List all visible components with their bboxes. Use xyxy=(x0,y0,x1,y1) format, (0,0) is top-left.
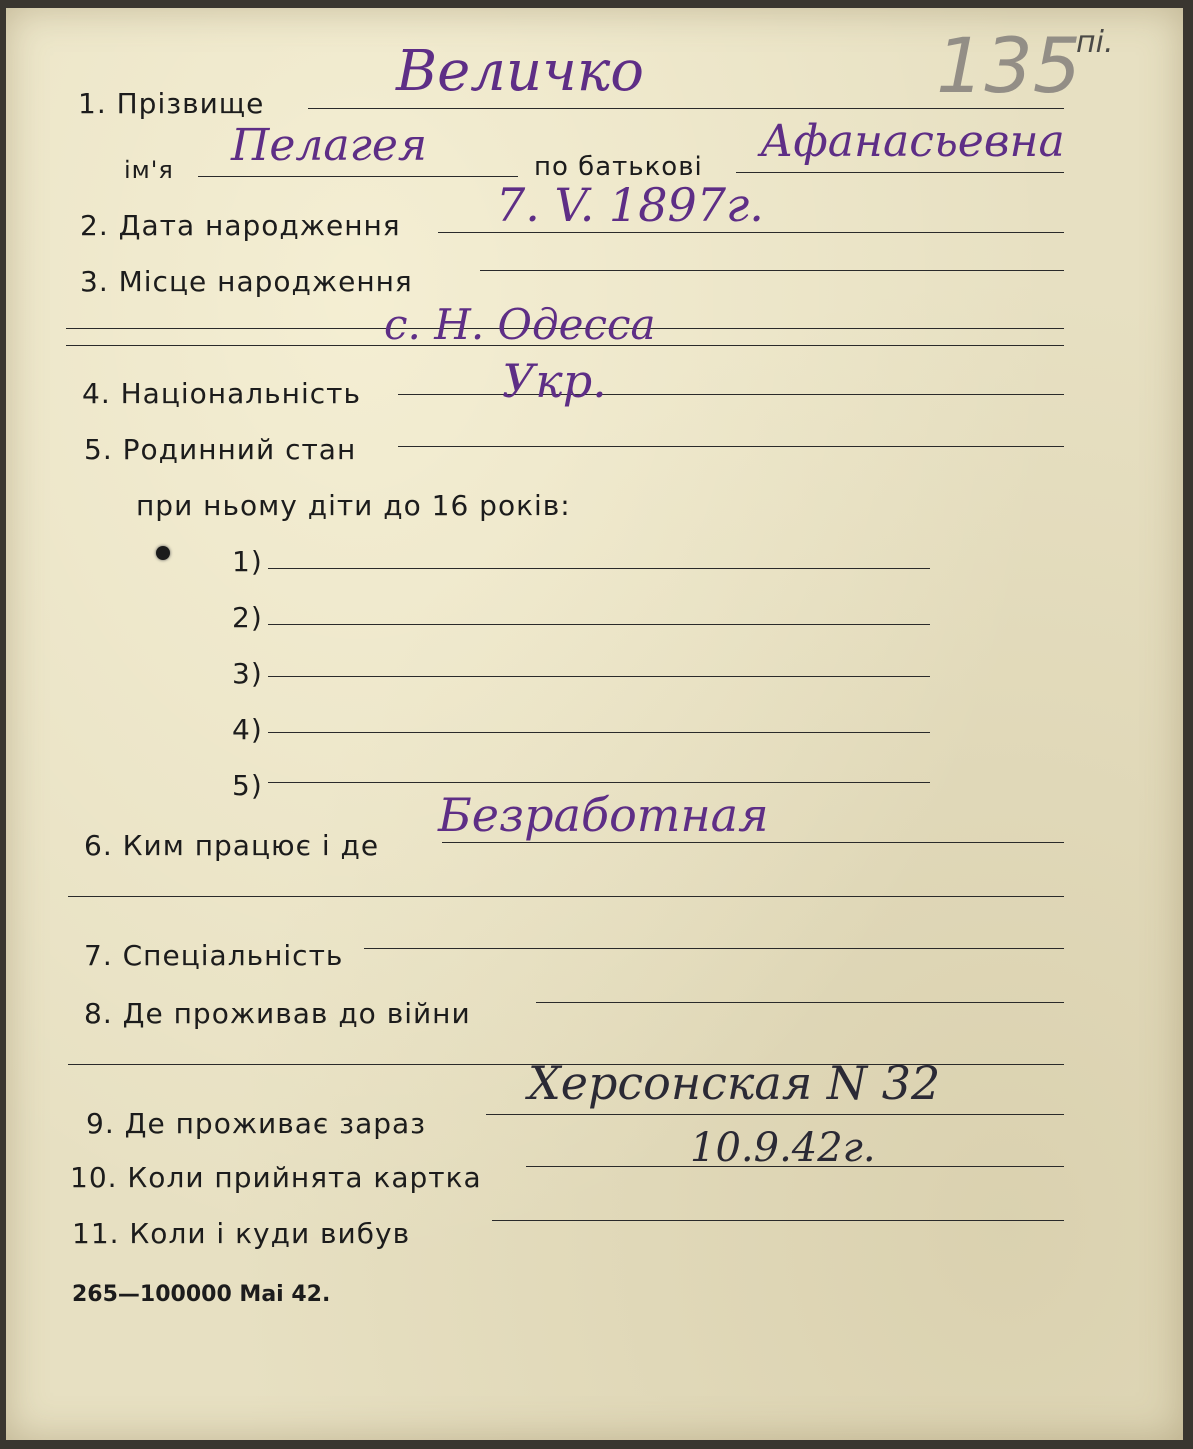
child-1-label: 1) xyxy=(232,545,263,578)
patronymic-value: Афанасьевна xyxy=(760,116,1065,167)
child-1-line xyxy=(268,568,930,569)
print-footer: 265—100000 Mai 42. xyxy=(72,1282,331,1307)
work-line-2 xyxy=(68,896,1064,897)
child-5-line xyxy=(268,782,930,783)
surname-line xyxy=(308,108,1064,109)
family-status-label: 5. Родинний стан xyxy=(84,433,357,466)
patronymic-label: по батькові xyxy=(534,152,703,182)
birth-place-label: 3. Місце народження xyxy=(80,265,413,298)
prewar-residence-label: 8. Де проживав до війни xyxy=(84,997,471,1030)
child-3-line xyxy=(268,676,930,677)
work-value: Безработная xyxy=(438,788,769,842)
child-4-label: 4) xyxy=(232,713,263,746)
work-label: 6. Ким працює і де xyxy=(84,829,380,862)
name-value: Пелагея xyxy=(231,120,428,171)
departure-line xyxy=(492,1220,1064,1221)
nationality-value: Укр. xyxy=(502,354,607,408)
work-line xyxy=(442,842,1064,843)
child-2-label: 2) xyxy=(232,601,263,634)
surname-value: Величко xyxy=(396,39,645,104)
child-2-line xyxy=(268,624,930,625)
departure-label: 11. Коли і куди вибув xyxy=(72,1217,411,1250)
punch-hole xyxy=(156,546,170,560)
card-accepted-value: 10.9.42г. xyxy=(690,1125,876,1171)
birth-date-label: 2. Дата народження xyxy=(80,209,401,242)
family-status-line xyxy=(398,446,1064,447)
child-3-label: 3) xyxy=(232,657,263,690)
name-label: ім'я xyxy=(124,156,174,184)
children-heading: при ньому діти до 16 років: xyxy=(136,489,571,522)
specialty-label: 7. Спеціальність xyxy=(84,939,344,972)
card-accepted-label: 10. Коли прийнята картка xyxy=(70,1161,482,1194)
card-number-suffix: пі. xyxy=(1076,25,1114,60)
current-residence-line xyxy=(486,1114,1064,1115)
birth-date-value: 7. V. 1897г. xyxy=(496,178,764,232)
nationality-line xyxy=(398,394,1064,395)
prewar-residence-line xyxy=(536,1002,1064,1003)
card-number: 135 xyxy=(936,21,1082,110)
child-5-label: 5) xyxy=(232,769,263,802)
nationality-label: 4. Національність xyxy=(82,377,361,410)
surname-label: 1. Прізвище xyxy=(78,87,265,120)
birth-date-line xyxy=(438,232,1064,233)
name-line xyxy=(198,176,518,177)
birth-place-value: с. Н. Одесса xyxy=(384,300,656,349)
current-residence-value: Херсонская N 32 xyxy=(528,1056,941,1110)
child-4-line xyxy=(268,732,930,733)
specialty-line xyxy=(364,948,1064,949)
birth-place-line xyxy=(480,270,1064,271)
registration-card xyxy=(6,8,1183,1440)
current-residence-label: 9. Де проживає зараз xyxy=(86,1107,427,1140)
patronymic-line xyxy=(736,172,1064,173)
